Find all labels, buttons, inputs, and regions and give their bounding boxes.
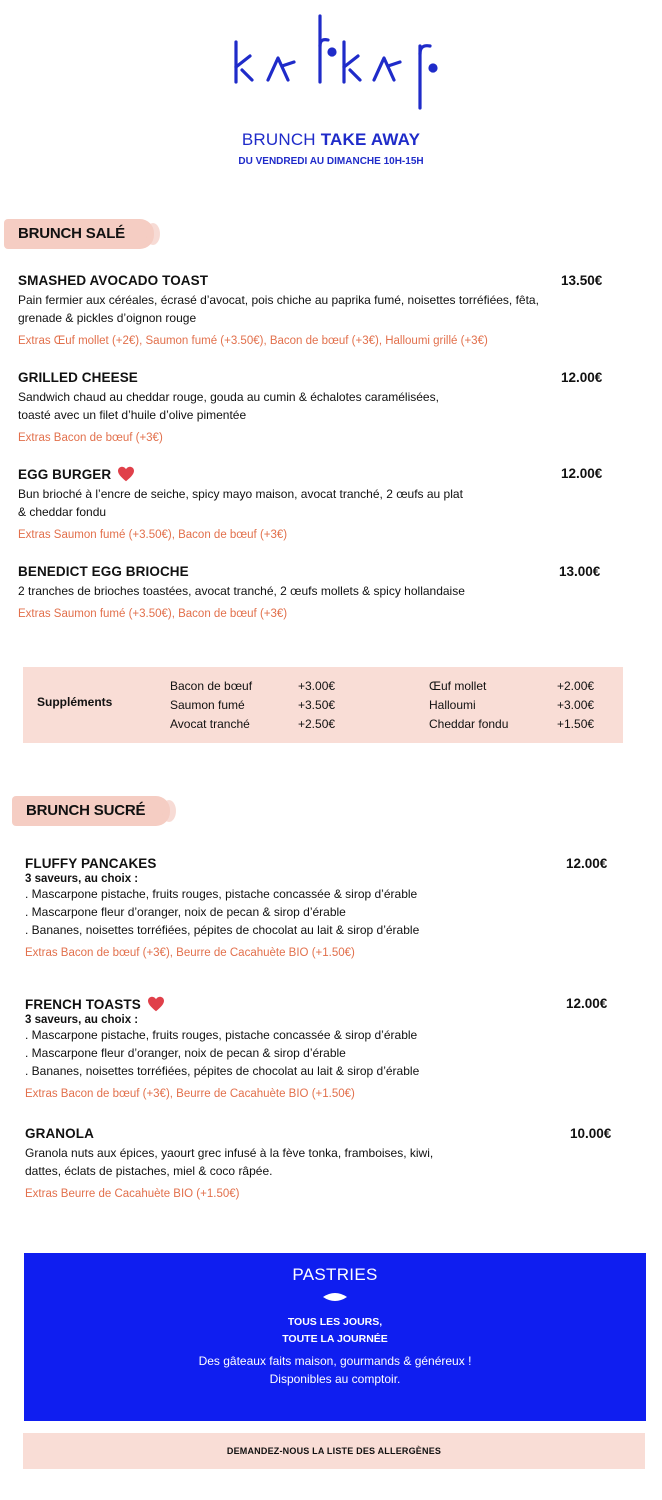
item-name: GRANOLA xyxy=(25,1126,94,1141)
diamond-ornament-icon xyxy=(322,1291,348,1303)
page-title: BRUNCH TAKE AWAY xyxy=(241,130,421,149)
allergen-notice: DEMANDEZ-NOUS LA LISTE DES ALLERGÈNES xyxy=(23,1433,645,1469)
menu-item-fluffy-pancakes xyxy=(25,856,625,959)
item-name-row xyxy=(18,466,618,482)
item-name: GRILLED CHEESE xyxy=(18,370,138,385)
item-name: EGG BURGER xyxy=(18,466,112,482)
pastries-line-days: TOUS LES JOURS, xyxy=(287,1316,383,1328)
item-description: Pain fermier aux céréales, écrasé d’avocat, pois chiche au paprika fumé, noisettes torréfiées, fêta, grenade & pickles d’oignon rouge xyxy=(18,293,539,325)
item-extras: Extras Saumon fumé (+3.50€), Bacon de bœuf (+3€) xyxy=(18,529,288,541)
item-price: 12.00€ xyxy=(566,856,608,871)
pastries-line-availability: Disponibles au comptoir. xyxy=(269,1372,401,1386)
supplements-title: Suppléments xyxy=(37,695,113,709)
item-price: 13.50€ xyxy=(561,273,603,288)
item-price: 10.00€ xyxy=(570,1126,612,1141)
menu-item-french-toasts xyxy=(25,996,625,1100)
item-description: 2 tranches de brioches toastées, avocat tranché, 2 œufs mollets & spicy hollandaise xyxy=(18,584,465,598)
pastries-line-daytime: TOUTE LA JOURNÉE xyxy=(282,1333,388,1345)
kafkaf-logo xyxy=(228,12,438,112)
heart-icon xyxy=(147,996,165,1012)
supplements-right-prices: +2.00€ +3.00€ +1.50€ xyxy=(557,679,595,731)
menu-item-grilled-cheese xyxy=(18,370,618,444)
item-price: 12.00€ xyxy=(561,466,603,481)
choice-title: 3 saveurs, au choix : xyxy=(25,1014,139,1026)
heart-icon xyxy=(117,466,135,482)
item-extras: Extras Œuf mollet (+2€), Saumon fumé (+3.50€), Bacon de bœuf (+3€), Halloumi grillé (+3€) xyxy=(18,335,488,347)
choice-list: . Mascarpone pistache, fruits rouges, pistache concassée & sirop d’érable . Mascarpone fleur d’oranger, noix de pecan & sirop d’érable . Bananes, noisettes torréfiées, pépites de chocolat au lait & sirop d’érable xyxy=(25,1028,420,1078)
menu-item-egg-burger xyxy=(18,466,618,541)
supplements-right-names: Œuf mollet Halloumi Cheddar fondu xyxy=(429,679,509,731)
service-hours: DU VENDREDI AU DIMANCHE 10H-15H xyxy=(238,156,424,167)
item-name: FRENCH TOASTS xyxy=(25,996,141,1012)
choice-title: 3 saveurs, au choix : xyxy=(25,873,139,885)
item-description: Sandwich chaud au cheddar rouge, gouda au cumin & échalotes caramélisées, toasté avec un filet d’huile d’olive pimentée xyxy=(18,390,439,422)
item-price: 12.00€ xyxy=(566,996,608,1011)
menu-item-smashed-avocado xyxy=(18,273,618,347)
pastries-banner xyxy=(24,1253,646,1421)
item-name: BENEDICT EGG BRIOCHE xyxy=(18,564,189,579)
item-description: Bun brioché à l’encre de seiche, spicy mayo maison, avocat tranché, 2 œufs au plat & cheddar fondu xyxy=(18,487,463,519)
section-heading-brunch-sucre: BRUNCH SUCRÉ xyxy=(12,796,170,826)
item-name: SMASHED AVOCADO TOAST xyxy=(18,273,209,288)
choice-list: . Mascarpone pistache, fruits rouges, pistache concassée & sirop d’érable . Mascarpone fleur d’oranger, noix de pecan & sirop d’érable . Bananes, noisettes torréfiées, pépites de chocolat au lait & sirop d’érable xyxy=(25,887,420,937)
item-extras: Extras Saumon fumé (+3.50€), Bacon de bœuf (+3€) xyxy=(18,608,288,620)
item-extras: Extras Bacon de bœuf (+3€), Beurre de Cacahuète BIO (+1.50€) xyxy=(25,947,355,959)
menu-item-benedict-egg-brioche xyxy=(18,564,618,620)
supplements-left-prices: +3.00€ +3.50€ +2.50€ xyxy=(298,679,336,731)
item-extras: Extras Bacon de bœuf (+3€), Beurre de Cacahuète BIO (+1.50€) xyxy=(25,1088,355,1100)
pastries-title: PASTRIES xyxy=(292,1265,378,1284)
item-price: 13.00€ xyxy=(559,564,601,579)
item-name-row xyxy=(25,996,625,1012)
item-name: FLUFFY PANCAKES xyxy=(25,856,157,871)
pastries-line-description: Des gâteaux faits maison, gourmands & généreux ! xyxy=(198,1354,472,1368)
item-price: 12.00€ xyxy=(561,370,603,385)
supplements-box xyxy=(23,667,623,743)
item-extras: Extras Beurre de Cacahuète BIO (+1.50€) xyxy=(25,1188,240,1200)
section-heading-brunch-sale: BRUNCH SALÉ xyxy=(4,219,154,249)
menu-item-granola xyxy=(25,1126,625,1200)
item-extras: Extras Bacon de bœuf (+3€) xyxy=(18,432,163,444)
item-description: Granola nuts aux épices, yaourt grec infusé à la fève tonka, framboises, kiwi, dattes, éclats de pistaches, miel & coco râpée. xyxy=(25,1146,434,1178)
supplements-left-names: Bacon de bœuf Saumon fumé Avocat tranché xyxy=(170,679,253,731)
